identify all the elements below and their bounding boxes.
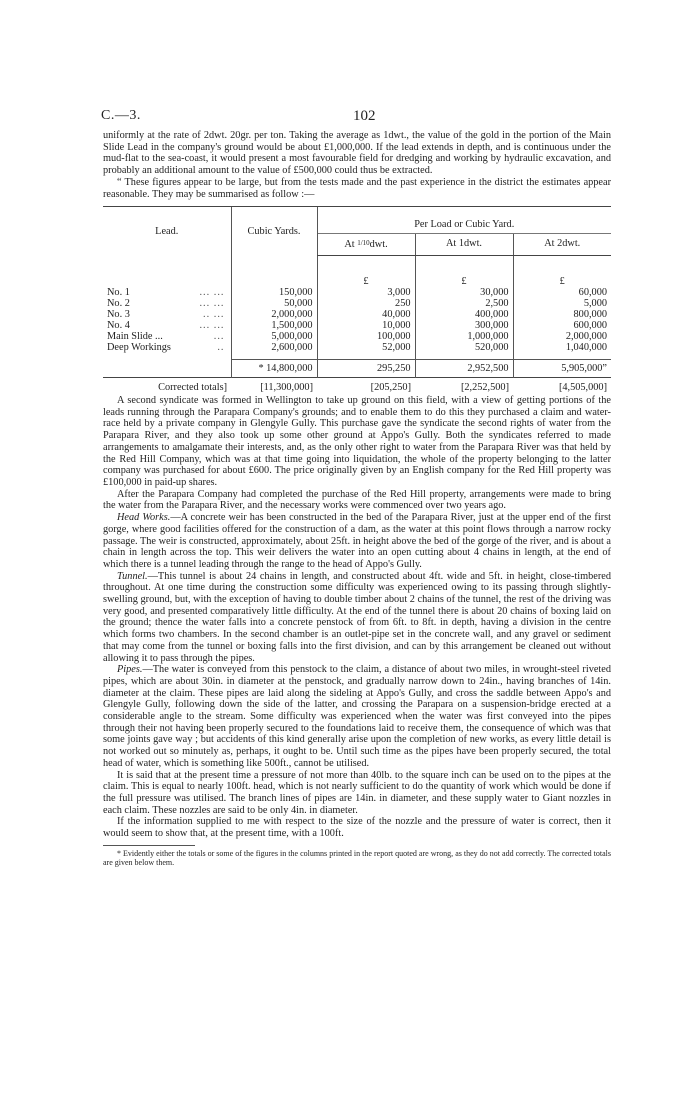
currency-symbol: £ [415,276,513,287]
paragraph-nozzle-information: If the information supplied to me with respect to the size of the nozzle and the pressure of water is correct, then it would seem to show that, at the present time, with a 100ft. [103,816,611,840]
leader-dots: ... ... [199,320,225,332]
col-group-header: Per Load or Cubic Yard. [317,207,611,234]
lead-label: No. 1 [107,286,130,298]
leader-dots: .. ... [203,309,225,320]
corrected-cubic-yards: [11,300,000] [260,381,313,393]
corrected-two-dwt: [4,505,000] [558,381,607,393]
lead-label: No. 4 [107,320,130,332]
col-header-one-dwt: At 1dwt. [415,234,513,256]
value-one-dwt-cell: 30,000 [415,287,513,298]
total-one-dwt: 2,952,500 [415,359,513,377]
leader-dots: .. [217,342,225,354]
value-two-dwt-cell: 800,000 [513,309,611,320]
lead-value-table [103,206,611,395]
total-cubic-yards: * 14,800,000 [231,359,317,377]
lead-label: No. 3 [107,309,130,320]
value-tenth-dwt-cell: 40,000 [317,309,415,320]
cubic-yards-cell: 1,500,000 [231,320,317,331]
page-header [103,108,611,130]
value-tenth-dwt-cell: 100,000 [317,331,415,342]
cubic-yards-cell: 2,000,000 [231,309,317,320]
paragraph-red-hill-purchase: After the Parapara Company had completed the purchase of the Red Hill property, arrangements were made to bring the water from the Parapara River, and the necessary works were commenced over two years ago. [103,488,611,512]
corrected-totals-label: Corrected totals] [158,381,227,393]
lead-label: No. 2 [107,297,130,309]
value-tenth-dwt-cell: 3,000 [317,287,415,298]
heading-tunnel: Tunnel. [117,570,148,582]
lead-name [103,320,231,331]
col-header-two-dwt: At 2dwt. [513,234,611,256]
paragraph-pipes: Pipes.—The water is conveyed from this penstock to the claim, a distance of about two miles, in wrought-steel riveted pipes, which are about 30in. in diameter at the penstock, and gradually narrow down to 24in., having branches of 14in. diameter at the claim. These pipes are laid along the sideling at Appo's Gully, and cross the saddle between Appo's and Glengyle Gully, following down the side of the latter, and crossing the Parapara on a suspension-bridge erected at a considerable angle to the stream. Some difficulty was experienced when the water was first conveyed into the pipes through their not having been properly secured to the foundations laid to receive them, the consequence of which was that some joints gave way ; but accidents of this kind generally arise upon the completion of new works, as every little detail is not worked out so minutely as, perhaps, it ought to be. Until such time as the pipes have been properly secured, the total head of water, which is something like 500ft., cannot be utilised. [103,664,611,769]
value-two-dwt-cell: 5,000 [513,298,611,309]
cubic-yards-cell: 2,600,000 [231,342,317,353]
paragraph-pressure: It is said that at the present time a pressure of not more than 40lb. to the square inch can be used on to the pipes at the claim. This is equal to nearly 100ft. head, which is not nearly sufficient to do the quantity of work which would be done if the full pressure was utilised. The branch lines of pipes are 14in. in diameter, and these supply water to Giant nozzles in each claim. These nozzles are said to be only 4in. in diameter. [103,769,611,816]
lead-name [103,342,231,353]
value-one-dwt-cell: 1,000,000 [415,331,513,342]
paragraph-head-works: Head Works.—A concrete weir has been constructed in the bed of the Parapara River, just at the upper end of the first gorge, where good facilities offered for the construction of a dam, as the water at this point flows through a narrow rocky passage. The weir is constructed, approximately, about 25ft. in height above the bed of the gorge of the river, and is about a chain in length across the top. This weir delivers the water into an open cutting about 4 chains in length, at the end of which there is a tunnel leading through the range to the head of Appo's Gully. [103,512,612,570]
document-page [103,108,611,868]
value-tenth-dwt-cell: 10,000 [317,320,415,331]
paragraph-tunnel: Tunnel.—This tunnel is about 24 chains in length, and constructed about 4ft. wide and 5ft. in height, close-timbered throughout. At one time during the construction some difficulty was experienced owing to its passing through slightly-swelling ground, but, with the exception of having to double timber about 2 chains of the tunnel, the rest of the driving was very good, and presented comparatively little difficulty. At the end of the tunnel there is about 20 chains of boxing laid on the ground; thence the water falls into a concrete penstock of from 6ft. to 8ft. in depth, having a division in the centre which forms two chambers. In the second chamber is an outlet-pipe set in the concrete wall, and any gravel or sediment that may come from the tunnel or boxing falls into the first division, and can by this arrangement be cleaned out without allowing it to pass through the pipes. [103,570,611,664]
currency-symbol: £ [317,276,415,287]
lead-name [103,331,231,342]
value-two-dwt-cell: 1,040,000 [513,342,611,353]
paragraph-gold-value: uniformly at the rate of 2dwt. 20gr. per ton. Taking the average as 1dwt., the value of the gold in the portion of the Main Slide Lead in the company's ground would be about £1,000,000. If the lead extends in depth, and is continuous under the mud-flat to the sea-coast, it would present a most favourable field for dredging and working by hydraulic excavation, and probably an additional amount to the value of £500,000 could thus be extracted. [103,130,611,177]
corrected-one-dwt: [2,252,500] [460,381,509,393]
value-tenth-dwt-cell: 52,000 [317,342,415,353]
table-row [103,309,611,320]
page-number: 102 [353,108,376,124]
table-row [103,331,611,342]
lead-name [103,298,231,309]
total-tenth-dwt: 295,250 [317,359,415,377]
table-row [103,342,611,353]
cubic-yards-cell: 50,000 [231,298,317,309]
value-one-dwt-cell: 520,000 [415,342,513,353]
value-one-dwt-cell: 2,500 [415,298,513,309]
col-header-cubic-yards: Cubic Yards. [231,207,317,256]
corrected-tenth-dwt: [205,250] [370,381,411,393]
lead-name [103,287,231,298]
leader-dots: ... ... [199,297,225,309]
heading-head-works: Head Works. [117,512,171,524]
table-row [103,298,611,309]
value-tenth-dwt-cell: 250 [317,298,415,309]
lead-label: Main Slide ... [107,331,163,343]
footnote: * Evidently either the totals or some of the figures in the columns printed in the report quoted are wrong, as they do not add correctly. The corrected totals are given below them. [103,848,611,868]
col-header-tenth-dwt: At 1/10dwt. [317,234,415,256]
col-header-lead: Lead. [155,225,179,237]
paragraph-estimates: “ These figures appear to be large, but from the tests made and the past experience in the district the estimates appear reasonable. They may be summarised as follow :— [103,176,611,200]
value-one-dwt-cell: 400,000 [415,309,513,320]
leader-dots: ... [213,331,225,343]
value-two-dwt-cell: 600,000 [513,320,611,331]
value-two-dwt-cell: 2,000,000 [513,331,611,342]
paragraph-second-syndicate: A second syndicate was formed in Wellington to take up ground on this field, with a view of getting portions of the leads running through the Parapara Company's grounds; and to enable them to do this they purchased a claim and water-race held by a private company in Glengyle Gully. This purchase gave the syndicate the second rights of water from the Parapara River, and they also took up some other ground at Appo's Gully. Both the syndicates referred to made arrangements to amalgamate their interests, and, as the only other right to water from the Parapara River was that held by the Red Hill Company, which was at that time going into liquidation, the whole of the property belonging to the latter company was purchased for about £600. The price originally given by an English company for the Red Hill property was £100,000 in paid-up shares. [103,395,611,488]
table-row [103,320,611,331]
lead-label: Deep Workings [107,342,171,354]
currency-symbol: £ [513,276,611,287]
cubic-yards-cell: 150,000 [231,287,317,298]
value-two-dwt-cell: 60,000 [513,287,611,298]
table-row [103,287,611,298]
heading-pipes: Pipes. [117,664,143,676]
cubic-yards-cell: 5,000,000 [231,331,317,342]
footnote-divider [103,845,195,846]
lead-name [103,309,231,320]
value-one-dwt-cell: 300,000 [415,320,513,331]
document-reference: C.—3. [101,108,141,123]
total-two-dwt: 5,905,000” [513,359,611,377]
leader-dots: ... ... [199,286,225,298]
